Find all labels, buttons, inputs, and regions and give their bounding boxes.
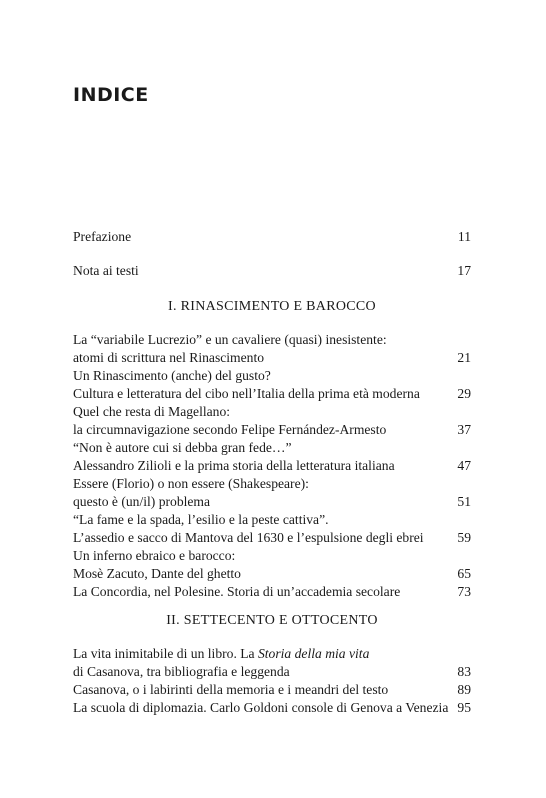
page-number: 17 xyxy=(457,263,471,278)
entry-title: La scuola di diplomazia. Carlo Goldoni console di Genova a Venezia xyxy=(73,700,449,715)
entry-title: Mosè Zacuto, Dante del ghetto xyxy=(73,566,241,581)
page-number: 83 xyxy=(457,664,471,679)
page-number: 51 xyxy=(457,494,471,509)
page-number: 37 xyxy=(457,422,471,437)
toc-entry-line[interactable] xyxy=(73,421,471,439)
page-number: 73 xyxy=(457,584,471,599)
entry-title: La Concordia, nel Polesine. Storia di un’accademia secolare xyxy=(73,584,401,599)
entry-title: questo è (un/il) problema xyxy=(73,494,211,509)
entry-title: L’assedio e sacco di Mantova del 1630 e l’espulsione degli ebrei xyxy=(73,530,424,545)
entry-title: “La fame e la spada, l’esilio e la peste cattiva”. xyxy=(73,512,329,527)
entry-title: Prefazione xyxy=(73,229,132,244)
toc-entry-line[interactable] xyxy=(73,565,471,583)
entry-title xyxy=(73,645,369,663)
entry-title: la circumnavigazione secondo Felipe Fernández-Armesto xyxy=(73,422,387,437)
page-heading: INDICE xyxy=(73,84,149,106)
toc-entry-line[interactable] xyxy=(73,511,471,529)
entry-title: di Casanova, tra bibliografia e leggenda xyxy=(73,664,290,679)
entry-title: Quel che resta di Magellano: xyxy=(73,404,231,419)
entry-title: atomi di scrittura nel Rinascimento xyxy=(73,350,265,365)
toc-entry-line[interactable] xyxy=(73,439,471,457)
entry-title: Casanova, o i labirinti della memoria e i meandri del testo xyxy=(73,682,389,697)
entry-title: Un Rinascimento (anche) del gusto? xyxy=(73,368,271,383)
page-number: 89 xyxy=(457,682,471,697)
entry-title: “Non è autore cui si debba gran fede…” xyxy=(73,440,292,455)
entry-title: Nota ai testi xyxy=(73,263,139,278)
section-heading: II. SETTECENTO E OTTOCENTO xyxy=(166,613,378,628)
entry-title: Un inferno ebraico e barocco: xyxy=(73,548,236,563)
toc-entry-line[interactable] xyxy=(73,583,471,601)
toc-entry-line[interactable] xyxy=(73,385,471,403)
toc-entry-line[interactable] xyxy=(73,403,471,421)
section-heading: I. RINASCIMENTO E BAROCCO xyxy=(168,299,376,314)
toc-entry-line[interactable] xyxy=(73,529,471,547)
toc-entry-line[interactable] xyxy=(73,493,471,511)
page-number: 95 xyxy=(457,700,471,715)
toc-entry-nota-ai-testi[interactable] xyxy=(73,262,471,280)
entry-title: La “variabile Lucrezio” e un cavaliere (quasi) inesistente: xyxy=(73,332,387,347)
toc-entry-prefazione[interactable] xyxy=(73,228,471,246)
toc-entry-line[interactable] xyxy=(73,645,471,663)
page-number: 59 xyxy=(457,530,471,545)
entry-title: Alessandro Zilioli e la prima storia della letteratura italiana xyxy=(73,458,395,473)
page-number: 21 xyxy=(457,350,471,365)
entry-title: Essere (Florio) o non essere (Shakespeare): xyxy=(73,476,309,491)
toc-entry-line[interactable] xyxy=(73,367,471,385)
page-number: 11 xyxy=(457,229,471,244)
entry-title-prefix: La vita inimitabile di un libro. La xyxy=(73,646,258,661)
toc-entry-line[interactable] xyxy=(73,349,471,367)
entry-title: Cultura e letteratura del cibo nell’Italia della prima età moderna xyxy=(73,386,420,401)
entry-title-italic: Storia della mia vita xyxy=(257,646,370,661)
page-number: 47 xyxy=(457,458,471,473)
toc-entry-line[interactable] xyxy=(73,699,471,717)
toc-entry-line[interactable] xyxy=(73,331,471,349)
toc-entry-line[interactable] xyxy=(73,475,471,493)
page-number: 65 xyxy=(457,566,471,581)
toc-entry-line[interactable] xyxy=(73,663,471,681)
toc-entry-line[interactable] xyxy=(73,547,471,565)
toc-entry-line[interactable] xyxy=(73,681,471,699)
page-number: 29 xyxy=(457,386,471,401)
toc-entry-line[interactable] xyxy=(73,457,471,475)
